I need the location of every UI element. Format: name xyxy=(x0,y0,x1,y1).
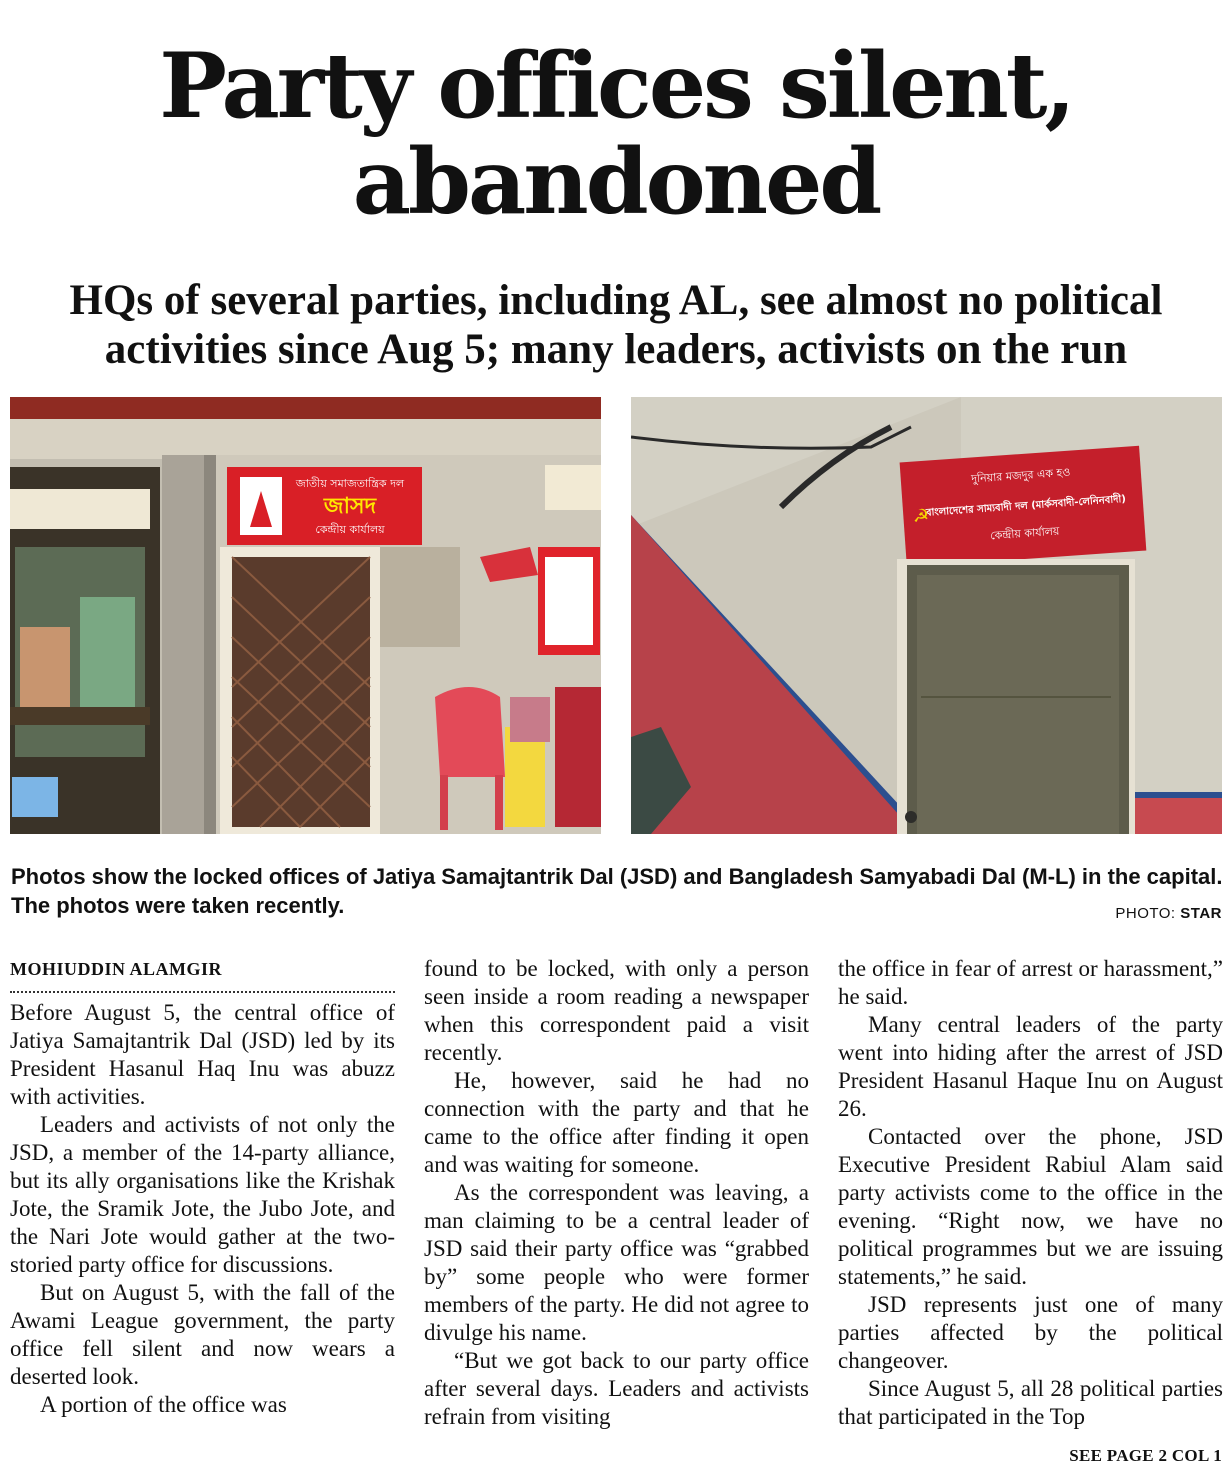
article-column-1 xyxy=(10,955,395,1460)
subhead-line-2: activities since Aug 5; many leaders, activists on the run xyxy=(104,326,1128,373)
paragraph: Contacted over the phone, JSD Executive President Rabiul Alam said party activists come to the office in the evening. “Right now, we have no political programmes but we are issuing statements,” he said. xyxy=(838,1124,1223,1289)
jsd-sign-main: জাসদ xyxy=(323,494,377,519)
samyabadi-sign-sub: কেন্দ্রীয় কার্যালয় xyxy=(989,524,1060,543)
byline: MOHIUDDIN ALAMGIR xyxy=(10,955,395,993)
subhead-line-1: HQs of several parties, including AL, see almost no political xyxy=(69,277,1163,324)
photo-samyabadi-office xyxy=(631,397,1222,834)
jsd-office-illustration xyxy=(10,397,601,834)
samyabadi-sign-top: দুনিয়ার মজদুর এক হও xyxy=(970,465,1071,486)
headline xyxy=(0,33,1232,235)
samyabadi-office-illustration xyxy=(631,397,1222,834)
photo-credit-label: PHOTO: xyxy=(1115,905,1181,922)
paragraph: the office in fear of arrest or harassment,” he said. xyxy=(838,956,1223,1009)
paragraph: Since August 5, all 28 political parties that participated in the Top xyxy=(838,1376,1223,1429)
paragraph: “But we got back to our party office after several days. Leaders and activists refrain from visiting xyxy=(424,1348,809,1429)
paragraph: A portion of the office was xyxy=(40,1392,287,1417)
paragraph: He, however, said he had no connection with the party and that he came to the office after finding it open and was waiting for someone. xyxy=(424,1068,809,1177)
jump-line[interactable]: SEE PAGE 2 COL 1 xyxy=(1069,1446,1222,1465)
headline-line-2: abandoned xyxy=(352,129,880,235)
photo-credit-source: STAR xyxy=(1180,905,1222,922)
paragraph: Many central leaders of the party went into hiding after the arrest of JSD President Hasanul Haque Inu on August 26. xyxy=(838,1012,1223,1121)
article-column-3 xyxy=(838,955,1223,1460)
jsd-sign-sub: কেন্দ্রীয় কার্যালয় xyxy=(315,523,385,536)
paragraph: But on August 5, with the fall of the Awami League government, the party office fell silent and now wears a deserted look. xyxy=(10,1280,395,1389)
paragraph: As the correspondent was leaving, a man claiming to be a central leader of JSD said their party office was “grabbed by” some people who were former members of the party. He did not agree to divulge his name. xyxy=(424,1180,809,1345)
photo-jsd-office xyxy=(10,397,601,834)
subheadline xyxy=(0,276,1232,374)
headline-line-1: Party offices silent, xyxy=(159,33,1073,139)
article-column-2 xyxy=(424,955,809,1460)
photo-credit xyxy=(1115,905,1222,922)
paragraph: Before August 5, the central office of Jatiya Samajtantrik Dal (JSD) led by its President Hasanul Haq Inu was abuzz with activities. xyxy=(10,1000,395,1109)
samyabadi-sign-main: বাংলাদেশের সাম্যবাদী দল (মার্কসবাদী-লেনিনবাদী) xyxy=(925,493,1127,519)
photo-caption: Photos show the locked offices of Jatiya Samajtantrik Dal (JSD) and Bangladesh Samyabadi Dal (M-L) in the capital. The photos were taken recently. xyxy=(11,864,1223,918)
paragraph: found to be locked, with only a person seen inside a room reading a newspaper when this correspondent paid a visit recently. xyxy=(424,956,809,1065)
paragraph: JSD represents just one of many parties affected by the political changeover. xyxy=(838,1292,1223,1373)
hammer-sickle-icon: ☭ xyxy=(913,506,930,527)
paragraph: Leaders and activists of not only the JSD, a member of the 14-party alliance, but its ally organisations like the Krishak Jote, the Sramik Jote, the Jubo Jote, and the Nari Jote would gather at the two-storied party office for discussions. xyxy=(10,1112,395,1277)
jsd-sign-top: জাতীয় সমাজতান্ত্রিক দল xyxy=(295,477,405,490)
